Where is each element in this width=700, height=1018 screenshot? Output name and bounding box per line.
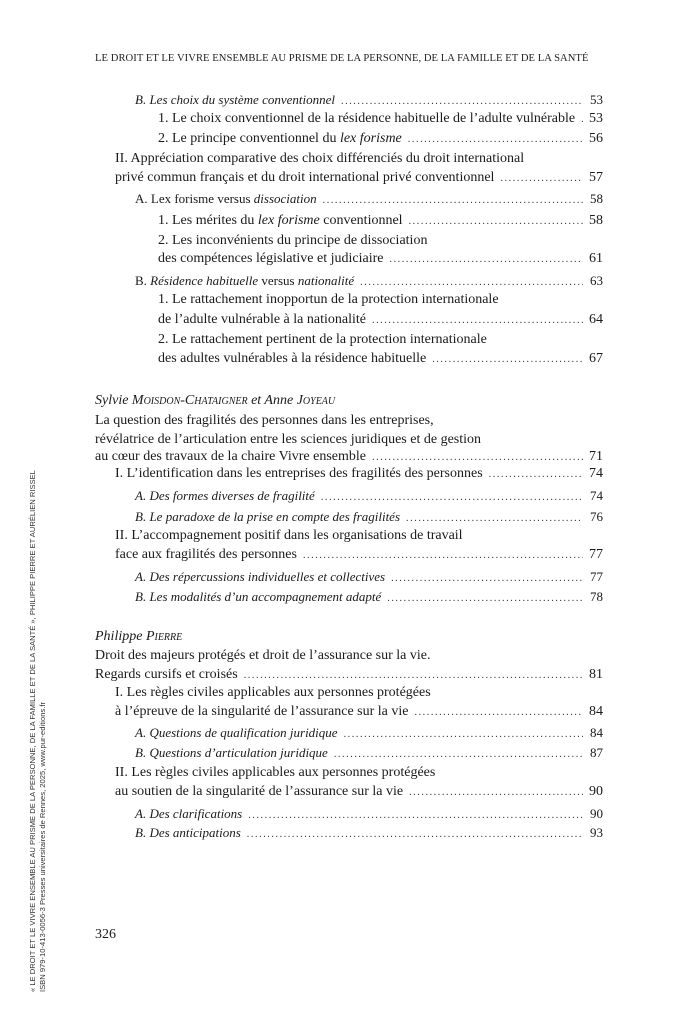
text-segment: B. Des anticipations — [135, 825, 241, 840]
dot-leader — [391, 569, 583, 589]
toc-page-number: 74 — [590, 488, 603, 503]
text-segment: B. — [135, 273, 151, 288]
toc-entry-title — [115, 782, 403, 802]
text-segment: La question des fragilités des personnes dans les entreprises, — [95, 413, 434, 428]
toc-entry-line — [115, 464, 603, 484]
dot-leader — [334, 745, 583, 765]
text-segment: face aux fragilités des personnes — [115, 547, 297, 562]
text-segment: à l’épreuve de la singularité de l’assurance sur la vie — [115, 704, 409, 719]
dot-leader — [489, 465, 583, 485]
author-line — [95, 391, 335, 411]
text-segment: Pierre — [145, 629, 183, 644]
text-segment: lex forisme — [339, 131, 402, 146]
toc-entry-line — [135, 743, 603, 763]
toc-entry-title — [115, 702, 408, 722]
text-segment: II. Les règles civiles applicables aux personnes protégées — [115, 765, 436, 780]
text-segment: B. Les choix du système conventionnel — [135, 92, 335, 107]
toc-entry-line — [115, 702, 603, 722]
text-segment: A. — [135, 191, 151, 206]
toc-page-number: 58 — [589, 213, 603, 228]
toc-entry-title — [135, 567, 385, 587]
text-segment: conventionnel — [319, 213, 403, 228]
toc-page-number: 67 — [589, 351, 603, 366]
toc-entry-title — [158, 109, 575, 129]
toc-entry-title — [115, 149, 524, 169]
toc-page-number: 87 — [590, 745, 603, 760]
text-segment: II. Appréciation comparative des choix différenciés du droit international — [115, 151, 525, 166]
toc-entry-line — [158, 231, 427, 251]
toc-entry-title — [115, 464, 483, 484]
text-segment: 2. Les inconvénients du principe de dissociation — [158, 233, 428, 248]
dot-leader — [581, 110, 583, 130]
toc-entry-title — [135, 189, 317, 209]
copyright-sidebar — [28, 470, 48, 992]
toc-entry-line — [135, 567, 603, 587]
toc-entry-line — [158, 330, 487, 350]
text-segment: B. Les modalités d’un accompagnement adapté — [135, 589, 382, 604]
toc-entry-line — [115, 782, 603, 802]
toc-entry-title — [135, 723, 338, 743]
text-segment: I. Les règles civiles applicables aux personnes protégées — [115, 685, 431, 700]
toc-entry-line — [135, 723, 603, 743]
text-segment: 2. Le principe conventionnel du — [158, 131, 340, 146]
toc-entry-line — [115, 526, 463, 546]
author-name — [95, 391, 335, 411]
toc-entry-title — [158, 249, 383, 269]
dot-leader — [389, 250, 583, 270]
toc-entry-line — [158, 211, 603, 231]
dot-leader — [321, 488, 583, 508]
toc-entry-line — [115, 763, 435, 783]
toc-entry-line — [135, 271, 603, 291]
toc-page-number: 84 — [589, 704, 603, 719]
toc-entry-title — [135, 587, 381, 607]
sidebar-title-line: « LE DROIT ET LE VIVRE ENSEMBLE AU PRISME DE LA PERSONNE, DE LA FAMILLE ET DE LA SANTÉ », PHILIPPE PIERRE ET AURÉLIEN RISSEL — [28, 470, 37, 992]
toc-entry-title — [115, 526, 463, 546]
text-segment: 2. Le rattachement pertinent de la protection internationale — [158, 332, 487, 347]
toc-entry-title — [135, 486, 315, 506]
toc-entry-title — [115, 763, 435, 783]
toc-page-number: 77 — [589, 547, 603, 562]
author-line — [95, 627, 182, 647]
toc-page-number: 53 — [589, 111, 603, 126]
text-segment: révélatrice de l’articulation entre les sciences juridiques et de gestion — [95, 432, 482, 447]
dot-leader — [408, 130, 583, 150]
page-number: 326 — [95, 927, 116, 942]
dot-leader — [432, 350, 583, 370]
toc-entry-title — [135, 507, 400, 527]
toc-page-number: 90 — [589, 784, 603, 799]
text-segment: Regards cursifs et croisés — [95, 667, 238, 682]
toc-entry-title — [135, 90, 335, 110]
toc-entry-title — [158, 129, 402, 149]
toc-page-number: 61 — [589, 251, 603, 266]
toc-entry-title — [158, 231, 427, 251]
toc-page-number: 77 — [590, 569, 603, 584]
text-segment: Joyeau — [296, 393, 336, 408]
text-segment: privé commun français et du droit international privé conventionnel — [115, 170, 495, 185]
text-segment: A. Questions de qualification juridique — [135, 725, 338, 740]
text-segment: Moisdon-Chataigner — [131, 393, 248, 408]
toc-entry-line — [115, 168, 603, 188]
toc-entry-title — [115, 545, 297, 565]
toc-entry-title — [95, 665, 238, 685]
toc-entry-line — [135, 90, 603, 110]
toc-entry-line — [115, 683, 431, 703]
text-segment: B. Le paradoxe de la prise en compte des fragilités — [135, 509, 401, 524]
toc-entry-title — [135, 804, 242, 824]
text-segment: A. Des clarifications — [135, 806, 243, 821]
toc-entry-line — [95, 646, 431, 666]
dot-leader — [409, 212, 583, 232]
text-segment: dissociation — [253, 191, 317, 206]
text-segment: Droit des majeurs protégés et droit de l’assurance sur la vie. — [95, 648, 431, 663]
toc-page-number: 71 — [589, 449, 603, 464]
toc-page-number: 57 — [589, 170, 603, 185]
toc-page-number: 53 — [590, 92, 603, 107]
running-header: LE DROIT ET LE VIVRE ENSEMBLE AU PRISME DE LA PERSONNE, DE LA FAMILLE ET DE LA SANTÉ — [95, 53, 589, 64]
text-segment: 1. Le rattachement inopportun de la protection internationale — [158, 292, 499, 307]
toc-page-number: 90 — [590, 806, 603, 821]
text-segment: A. Des formes diverses de fragilité — [135, 488, 315, 503]
text-segment: au cœur des travaux de la chaire Vivre ensemble — [95, 449, 367, 464]
toc-entry-title — [158, 330, 487, 350]
toc-page-number: 64 — [589, 312, 603, 327]
toc-entry-title — [95, 646, 431, 666]
toc-entry-title — [115, 168, 494, 188]
text-segment: de l’adulte vulnérable à la nationalité — [158, 312, 366, 327]
toc-entry-line — [158, 129, 603, 149]
toc-entry-line — [135, 189, 603, 209]
text-segment: des compétences législative et judiciaire — [158, 251, 384, 266]
text-segment: Sylvie — [95, 393, 132, 408]
text-segment: lex forisme — [257, 213, 320, 228]
text-segment: I. L’identification dans les entreprises des fragilités des personnes — [115, 466, 483, 481]
toc-page-number: 63 — [590, 273, 603, 288]
dot-leader — [409, 783, 583, 803]
toc-page-number: 76 — [590, 509, 603, 524]
toc-entry-line — [158, 290, 499, 310]
sidebar-isbn-line: ISBN 979-10-413-0056-3 Presses universitaires de Rennes, 2025, www.pur-editions.fr — [38, 702, 47, 992]
text-segment: A. Des répercussions individuelles et collectives — [135, 569, 386, 584]
dot-leader — [323, 191, 583, 211]
toc-entry-title — [135, 743, 328, 763]
dot-leader — [344, 725, 583, 745]
toc-entry-line — [135, 587, 603, 607]
dot-leader — [500, 169, 583, 189]
text-segment: 1. Le choix conventionnel de la résidence habituelle de l’adulte vulnérable — [158, 111, 576, 126]
author-name — [95, 627, 182, 647]
toc-entry-line — [135, 823, 603, 843]
toc-page-number: 84 — [590, 725, 603, 740]
toc-entry-title — [158, 349, 426, 369]
toc-entry-line — [135, 486, 603, 506]
toc-page-number: 78 — [590, 589, 603, 604]
text-segment: 1. Les mérites du — [158, 213, 258, 228]
dot-leader — [247, 825, 583, 845]
dot-leader — [387, 589, 583, 609]
toc-entry-line — [115, 149, 524, 169]
text-segment: versus — [258, 273, 298, 288]
toc-entry-title — [158, 290, 499, 310]
toc-page-number: 56 — [589, 131, 603, 146]
toc-entry-line — [158, 349, 603, 369]
toc-entry-line — [135, 507, 603, 527]
toc-entry-title — [158, 310, 366, 330]
toc-entry-line — [95, 411, 434, 431]
text-segment: Résidence habituelle — [150, 273, 259, 288]
text-segment: nationalité — [297, 273, 355, 288]
text-segment: B. Questions d’articulation juridique — [135, 745, 328, 760]
toc-entry-line — [158, 310, 603, 330]
text-segment: au soutien de la singularité de l’assurance sur la vie — [115, 784, 404, 799]
toc-entry-title — [158, 211, 403, 231]
text-segment: et Anne — [247, 393, 297, 408]
toc-entry-title — [95, 411, 434, 431]
text-segment: versus — [214, 191, 254, 206]
toc-entry-line — [158, 249, 603, 269]
dot-leader — [372, 311, 583, 331]
toc-entry-title — [135, 823, 241, 843]
toc-page-number: 74 — [589, 466, 603, 481]
toc-entry-line — [95, 665, 603, 685]
toc-entry-title — [115, 683, 431, 703]
dot-leader — [414, 703, 583, 723]
text-segment: Philippe — [95, 629, 146, 644]
text-segment: Lex forisme — [150, 191, 215, 206]
dot-leader — [303, 546, 583, 566]
toc-entry-line — [115, 545, 603, 565]
toc-page-number: 81 — [589, 667, 603, 682]
toc-entry-line — [135, 804, 603, 824]
toc-page-number: 93 — [590, 825, 603, 840]
toc-entry-title — [135, 271, 354, 291]
text-segment: des adultes vulnérables à la résidence habituelle — [158, 351, 427, 366]
toc-entry-line — [158, 109, 603, 129]
text-segment: II. L’accompagnement positif dans les organisations de travail — [115, 528, 463, 543]
toc-page-number: 58 — [590, 191, 603, 206]
